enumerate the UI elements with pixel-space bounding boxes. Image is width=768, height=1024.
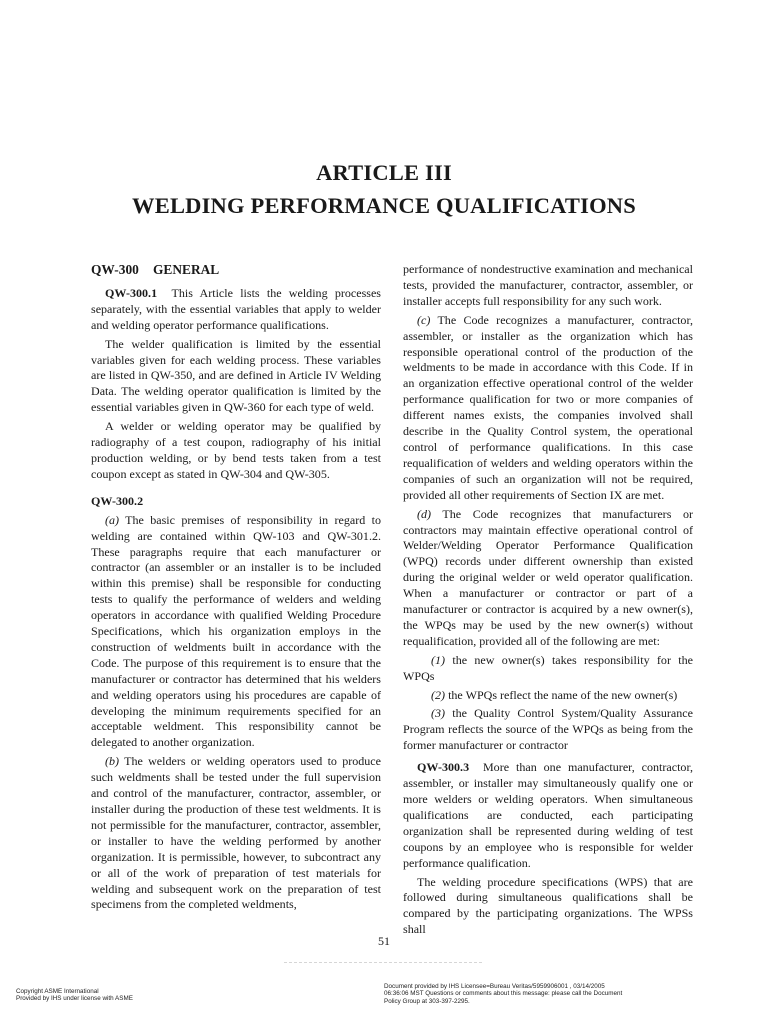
paragraph-wps: The welding procedure specifications (WPS) that are followed during simultaneous qualifications shall be compared by the participating organizations. The WPSs shall (403, 874, 693, 937)
item-d3 (403, 706, 693, 754)
paragraph-welder-qualification: The welder qualification is limited by the essential variables given for each welding process. These variables are listed in QW-350, and are defined in Article IV Welding Data. The welding operator qualification is limited by the essential variables given in QW-360 for each type of weld. (91, 336, 381, 415)
footer-line-1: Document provided by IHS Licensee=Bureau Veritas/5959906001 , 03/14/2005 (384, 983, 605, 990)
subsection-heading: QW-300.2 (91, 493, 144, 508)
item-text: the WPQs reflect the name of the new owner(s) (448, 687, 678, 702)
item-label: (2) (431, 687, 446, 702)
left-column (91, 262, 381, 916)
item-label: (1) (431, 652, 446, 667)
article-title: WELDING PERFORMANCE QUALIFICATIONS (132, 193, 636, 218)
footer-right (384, 983, 644, 1005)
paragraph-qw-300-3 (403, 760, 693, 871)
faint-divider (284, 962, 484, 963)
paragraph-ref: QW-300.3 (417, 760, 470, 775)
item-b (91, 754, 381, 913)
item-text: The Code recognizes a manufacturer, contractor, assembler, or installer as the organization which has responsible operational control of the production of the weldments to be made in accordance with this Code. If in an organization effective operational control of the welder performance qualification for two or more companies of different names exists, the companies involved shall describe in the Quality Control system, the operational control of performance qualifications. In this case requalification of welders and welding operators within the companies of such an organization will not be required, provided all other requirements of Section IX are met. (403, 312, 694, 502)
item-d (403, 507, 693, 650)
paragraph-text: More than one manufacturer, contractor, assembler, or installer may simultaneously qualify one or more welders or welding operators. When simultaneous qualifications are conducted, each participating organization shall be represented during welding of test coupons by an employee who is responsible for welder performance qualification. (403, 760, 693, 870)
item-text: the new owner(s) takes responsibility for the WPQs (403, 652, 694, 683)
item-b-continued: performance of nondestructive examination and mechanical tests, provided the manufacturer, contractor, assembler, or installer accepts full responsibility for any such work. (403, 262, 693, 308)
paragraph-ref: QW-300.1 (105, 285, 158, 300)
footer-line-2: 06:36:06 MST Questions or comments about this message: please call the Document (384, 990, 623, 998)
footer-license: Provided by IHS under license with ASME (16, 995, 133, 1003)
item-label: (d) (417, 506, 432, 521)
item-a (91, 513, 381, 752)
section-number: QW-300 (91, 262, 139, 277)
item-text: The basic premises of responsibility in regard to welding are contained within QW-103 and QW-301.2. These paragraphs require that each manufacturer or contractor (an assembler or an installer is to be included within this premise) shall be responsible for conducting tests to qualify the performance of welders and welding operators in accordance with qualified Welding Procedure Specifications, which his organization employs in the construction of weldments built in accordance with the Code. The purpose of this requirement is to ensure that the manufacturer or contractor has determined that his welders and welding operators using his procedures are capable of developing the minimum requirements specified for an acceptable weldment. This responsibility cannot be delegated to another organization. (91, 512, 381, 750)
item-label: (c) (417, 312, 431, 327)
page-number: 51 (378, 934, 390, 948)
paragraph-text: This Article lists the welding processes separately, with the essential variables that apply to welder and welding operator performance qualifications. (91, 285, 381, 332)
item-text: The welders or welding operators used to produce such weldments shall be tested under the full supervision and control of the manufacturer, contractor, assembler, or installer during the production of these test weldments. It is not permissible for the manufacturer, contractor, assembler, or installer to have the welding performed by another organization. It is permissible, however, to subcontract any or all of the work of preparation of test materials for welding and subsequent work on the preparation of test specimens from the completed weldments, (91, 754, 381, 912)
footer-line-3: Policy Group at 303-397-2295. (384, 997, 470, 1005)
paragraph-qw-300-1 (91, 286, 381, 334)
item-text: The Code recognizes that manufacturers or contractors may maintain effective operational control of Welder/Welding Operator Performance Qualification (WPQ) records under different ownership than existed during the original welder or weld operator qualification. When a manufacturer or contractor or part of a manufacturer or contractor is acquired by a new owner(s), the WPQs may be used by the new owner(s) without requalification, provided all of the following are met: (403, 506, 693, 648)
item-d2 (403, 688, 693, 704)
paragraph-radiography: A welder or welding operator may be qualified by radiography of a test coupon, radiography of his initial production welding, or by bend tests taken from a test coupon except as stated in QW-304 and QW-305. (91, 419, 381, 481)
article-number: ARTICLE III (316, 160, 452, 185)
item-label: (3) (431, 706, 446, 721)
section-title: GENERAL (153, 262, 220, 277)
item-c (403, 313, 693, 504)
footer-left (16, 988, 216, 1003)
item-d1 (403, 653, 693, 685)
item-text: the Quality Control System/Quality Assurance Program reflects the source of the WPQs as being from the former manufacturer or contractor (403, 706, 693, 753)
right-column (403, 262, 693, 941)
section-heading (91, 262, 381, 278)
item-label: (a) (105, 512, 120, 527)
footer-copyright: Copyright ASME International (16, 988, 99, 995)
item-label: (b) (105, 754, 120, 769)
